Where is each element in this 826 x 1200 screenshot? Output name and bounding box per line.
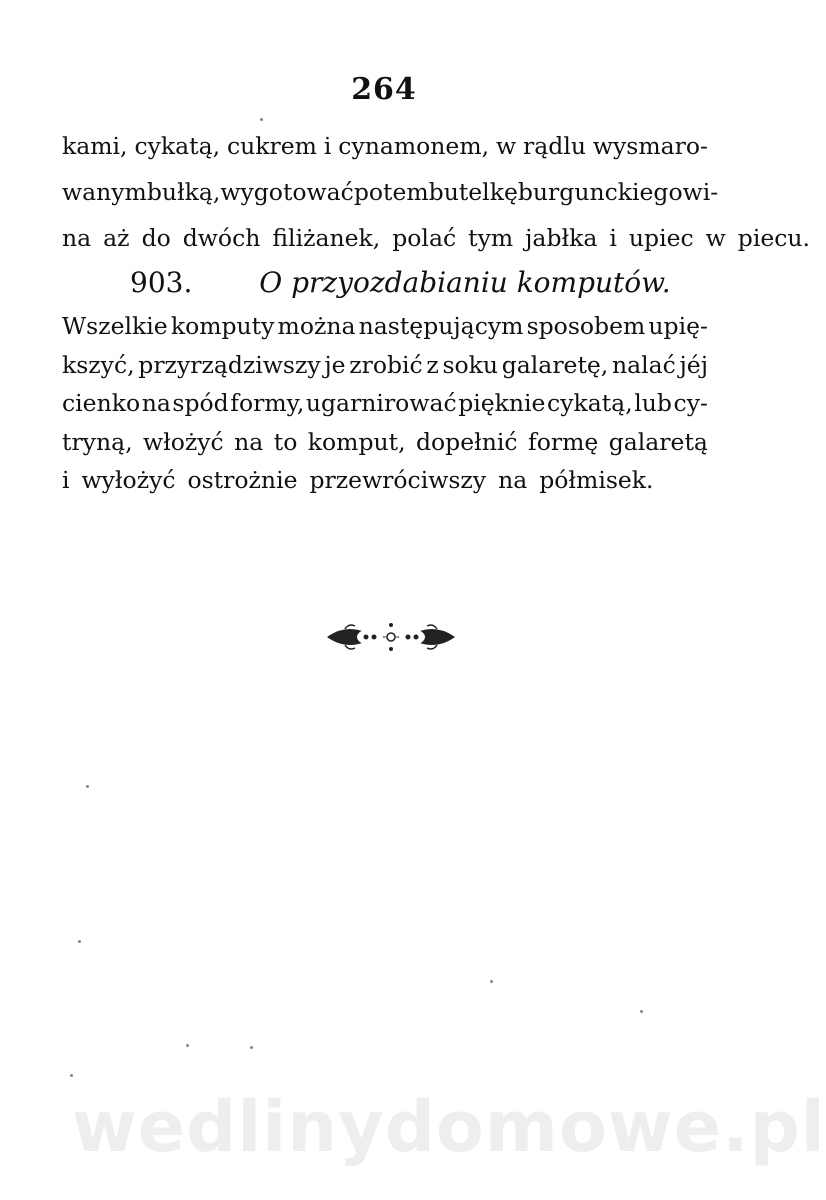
section-heading [130, 266, 671, 299]
word: upiec [628, 224, 694, 252]
word: cynamonem, [338, 132, 490, 160]
word: dopełnić [415, 427, 518, 456]
word: je [324, 350, 346, 379]
word: wanym [62, 178, 147, 206]
word: cienko [62, 389, 141, 417]
word: następującym [358, 312, 524, 340]
word: dwóch [182, 224, 261, 252]
word: przyrządziwszy [138, 350, 321, 379]
decorative-vignette-icon [325, 620, 457, 654]
section-number: 903. [130, 266, 193, 299]
word: burgunckiego [517, 178, 683, 206]
word: wi- [682, 178, 719, 206]
word: półmisek. [539, 466, 654, 494]
paper-speck [86, 785, 89, 788]
word: komputy [170, 312, 275, 340]
word: kami, [62, 132, 128, 160]
word: w [705, 224, 726, 252]
word: i [62, 466, 70, 494]
word: na [234, 427, 264, 456]
page-number: 264 [351, 72, 417, 107]
text-line [62, 428, 708, 456]
word: rądlu [523, 132, 586, 160]
word: komput, [307, 427, 406, 456]
word: galaretę, [501, 350, 609, 379]
word: polać [392, 224, 457, 252]
word: kszyć, [62, 350, 135, 379]
word: włożyć [143, 427, 224, 456]
text-line [62, 466, 708, 494]
word: wysmaro- [592, 132, 708, 160]
word: piecu. [737, 224, 811, 252]
word: jéj [679, 350, 708, 379]
word: formę [528, 427, 599, 456]
word: Wszelkie [62, 312, 168, 340]
word: wygotować [220, 178, 354, 206]
text-line [62, 178, 719, 206]
text-line [62, 224, 811, 252]
word: filiżanek, [272, 224, 381, 252]
word: aż [103, 224, 130, 252]
paper-speck [78, 940, 81, 943]
word: ugarnirować [305, 389, 457, 417]
paper-speck [70, 1074, 73, 1077]
word: butelkę [428, 178, 518, 206]
paper-speck [490, 980, 493, 983]
paper-speck [186, 1044, 189, 1047]
text-line [62, 389, 708, 417]
watermark: wedlinydomowe.pl [72, 1086, 826, 1168]
word: ostrożnie [187, 466, 298, 494]
text-line [62, 132, 708, 160]
word: nalać [611, 350, 676, 379]
word: lub [634, 389, 672, 417]
word: w [496, 132, 517, 160]
word: do [141, 224, 171, 252]
word: galaretą [608, 427, 708, 456]
word: można [277, 312, 356, 340]
paper-speck [640, 1010, 643, 1013]
word: tym [468, 224, 514, 252]
word: na [141, 389, 171, 417]
word: sposobem [526, 312, 646, 340]
paper-speck [260, 118, 263, 121]
word: zrobić [349, 350, 423, 379]
word: i [323, 132, 332, 160]
word: soku [442, 350, 499, 379]
word: bułką, [146, 178, 221, 206]
word: cykatą, [547, 389, 633, 417]
word: to [273, 427, 298, 456]
word: cukrem [226, 132, 317, 160]
section-title: O przyozdabianiu komputów. [259, 266, 671, 299]
word: wyłożyć [81, 466, 176, 494]
word: upię- [648, 312, 708, 340]
word: cy- [673, 389, 708, 417]
word: przewróciwszy [309, 466, 487, 494]
word: formy, [230, 389, 305, 417]
word: pięknie [458, 389, 546, 417]
text-line [62, 351, 708, 379]
word: spód [172, 389, 229, 417]
word: tryną, [62, 427, 133, 456]
text-line [62, 312, 708, 340]
word: na [498, 466, 528, 494]
word: jabłka [525, 224, 598, 252]
paper-speck [250, 1046, 253, 1049]
word: i [609, 224, 617, 252]
word: cykatą, [134, 132, 221, 160]
word: potem [353, 178, 429, 206]
word: z [426, 350, 439, 379]
word: na [62, 224, 92, 252]
